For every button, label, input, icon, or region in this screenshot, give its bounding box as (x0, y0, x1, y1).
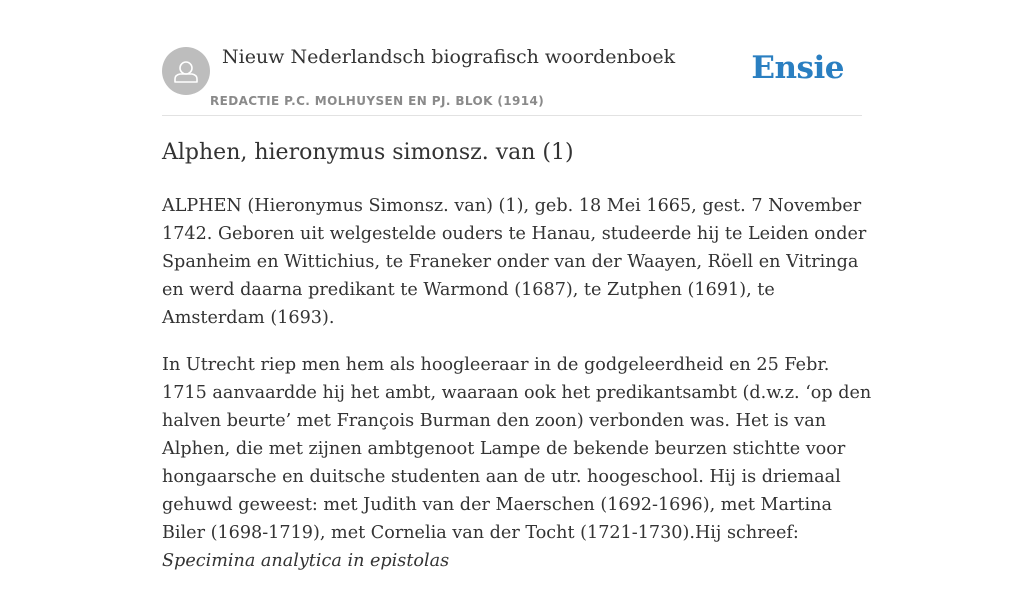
paragraph-text: In Utrecht riep men hem als hoogleeraar in de godgeleerdheid en 25 Febr. 1715 aanvaardde hij het ambt, waaraan ook het predikantsambt (d.w.z. ‘op den halven beurte’ met François Burman den zoon) verbonden was. Het is van Alphen, die met zijnen ambtgenoot Lampe de bekende beurzen stichtte voor hongaarsche en duitsche studenten aan de utr. hoogeschool. Hij is driemaal gehuwd geweest: met Judith van der Maerschen (1692-1696), met Martina Biler (1698-1719), met Cornelia van der Tocht (1721-1730).Hij schreef: (162, 355, 872, 543)
article-title: Alphen, hieronymus simonsz. van (1) (162, 140, 574, 165)
book-title[interactable]: Nieuw Nederlandsch biografisch woordenboek (222, 46, 676, 68)
book-title-italic: Specimina analytica in epistolas (162, 551, 450, 571)
editor-credit: REDACTIE P.C. MOLHUYSEN EN PJ. BLOK (1914) (210, 94, 545, 108)
user-icon (162, 47, 210, 95)
article-body (162, 192, 874, 594)
article-paragraph: ALPHEN (Hieronymus Simonsz. van) (1), geb. 18 Mei 1665, gest. 7 November 1742. Geboren uit welgestelde ouders te Hanau, studeerde hij te Leiden onder Spanheim en Wittichius, te Franeker onder van der Waayen, Röell en Vitringa en werd daarna predikant te Warmond (1687), te Zutphen (1691), te Amsterdam (1693). (162, 196, 867, 328)
article-paragraph (162, 351, 874, 575)
avatar[interactable] (162, 47, 210, 95)
header (162, 36, 862, 116)
brand-logo[interactable]: Ensie (751, 50, 844, 86)
